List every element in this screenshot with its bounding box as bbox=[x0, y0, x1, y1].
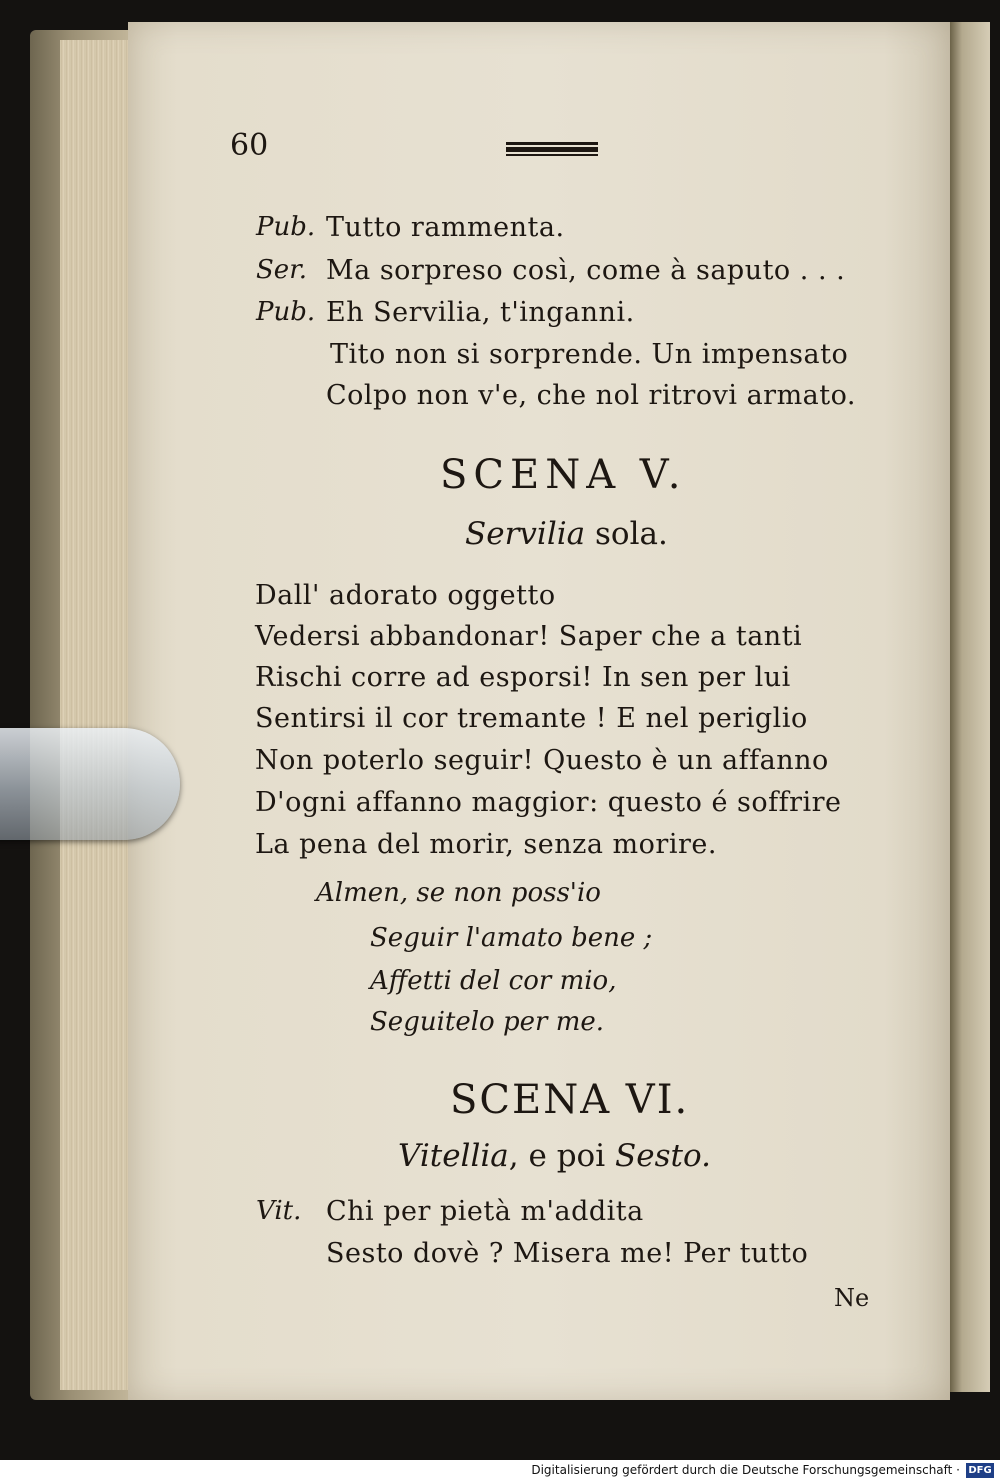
recitative-line: Sentirsi il cor tremante ! E nel periglio bbox=[255, 703, 808, 734]
character-name: Sesto. bbox=[615, 1138, 711, 1174]
aria-line: Seguir l'amato bene ; bbox=[370, 923, 653, 953]
funding-credit: Digitalisierung gefördert durch die Deutsche Forschungsgemeinschaft · bbox=[531, 1463, 960, 1477]
recitative-line: Dall' adorato oggetto bbox=[255, 580, 556, 611]
dialogue-line: Tutto rammenta. bbox=[326, 212, 565, 243]
character-name: Vitellia bbox=[398, 1138, 509, 1174]
speaker-label: Pub. bbox=[256, 212, 316, 242]
scene-subtitle bbox=[398, 1138, 711, 1174]
stage-direction: sola. bbox=[595, 516, 668, 552]
ornament-rule-middle bbox=[506, 147, 598, 152]
dialogue-line: Colpo non v'e, che nol ritrovi armato. bbox=[326, 380, 856, 411]
scene-subtitle bbox=[465, 516, 668, 552]
aria-line: Affetti del cor mio, bbox=[370, 966, 617, 996]
recitative-line: La pena del morir, senza morire. bbox=[255, 829, 717, 860]
ornament-rule-top bbox=[506, 142, 598, 145]
page-number: 60 bbox=[230, 128, 269, 163]
recitative-line: Vedersi abbandonar! Saper che a tanti bbox=[255, 621, 803, 652]
page-clip-bookmark bbox=[0, 728, 180, 840]
speaker-label: Ser. bbox=[256, 255, 308, 285]
aria-line: Seguitelo per me. bbox=[370, 1007, 604, 1037]
ornament-rule-bottom bbox=[506, 154, 598, 156]
aria-line: Almen, se non poss'io bbox=[316, 878, 601, 908]
dfg-logo: DFG bbox=[966, 1463, 994, 1478]
catchword: Ne bbox=[834, 1284, 870, 1312]
dialogue-line: Ma sorpreso così, come à saputo . . . bbox=[326, 255, 846, 286]
recitative-line: Rischi corre ad esporsi! In sen per lui bbox=[255, 662, 791, 693]
speaker-label: Pub. bbox=[256, 297, 316, 327]
scene-heading: SCENA V. bbox=[440, 452, 687, 498]
dialogue-line: Sesto dovè ? Misera me! Per tutto bbox=[326, 1238, 809, 1269]
dialogue-line: Tito non si sorprende. Un impensato bbox=[330, 339, 849, 370]
recitative-line: Non poterlo seguir! Questo è un affanno bbox=[255, 745, 829, 776]
dialogue-line: Chi per pietà m'addita bbox=[326, 1196, 644, 1227]
dialogue-line: Eh Servilia, t'inganni. bbox=[326, 297, 635, 328]
speaker-label: Vit. bbox=[256, 1196, 302, 1226]
digitization-footer bbox=[0, 1460, 1000, 1482]
scene-heading: SCENA VI. bbox=[450, 1077, 690, 1123]
character-name: Servilia bbox=[465, 516, 586, 552]
recitative-line: D'ogni affanno maggior: questo é soffrire bbox=[255, 787, 842, 818]
stage-direction: , e poi bbox=[508, 1138, 606, 1174]
facing-page-edge bbox=[950, 22, 990, 1392]
